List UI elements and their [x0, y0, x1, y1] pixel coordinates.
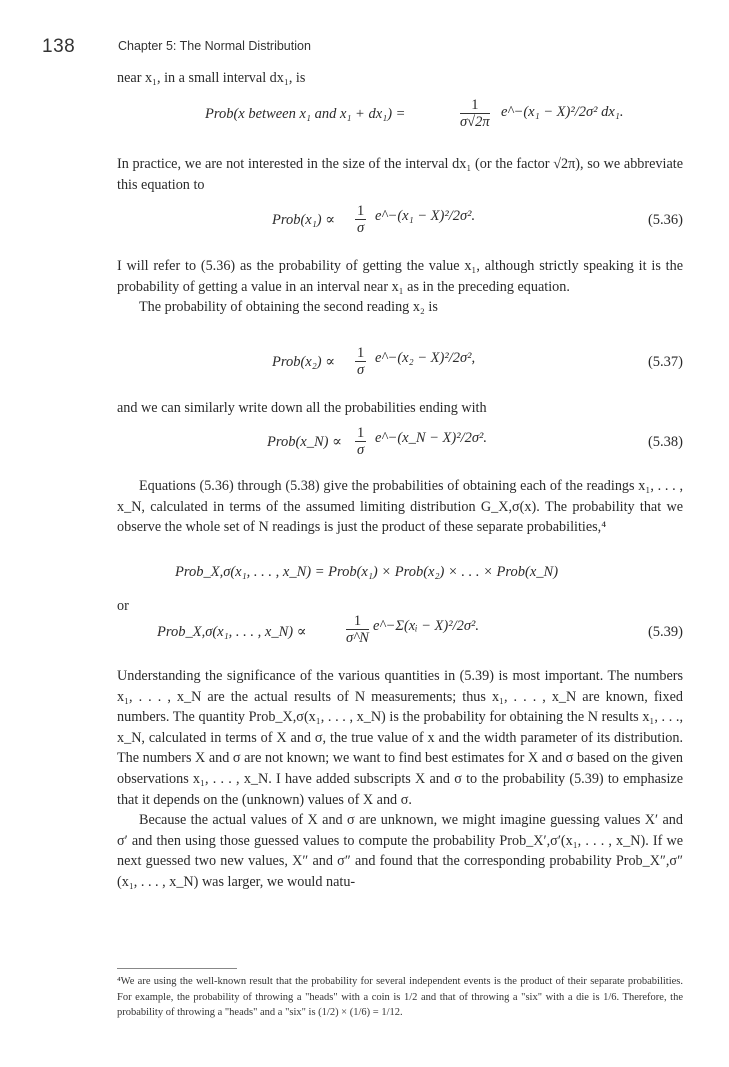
text-block: In practice, we are not interested in the size of the interval dx₁ (or the factor √2π), so we abbreviate this equation to	[117, 156, 683, 193]
equation-5-37	[117, 344, 683, 384]
fraction-numerator: 1	[346, 614, 369, 630]
equation-fraction	[355, 426, 366, 458]
equation-number: (5.37)	[647, 354, 683, 370]
equation-lhs: Prob(x_N) ∝	[267, 434, 342, 450]
equation-5-38	[117, 424, 683, 464]
equation-fraction	[460, 98, 490, 130]
equation-prob-interval	[117, 98, 683, 138]
equation-product	[117, 562, 683, 586]
page-number: 138	[42, 36, 76, 57]
fraction-denominator: σ	[357, 362, 365, 378]
equation-5-36	[117, 202, 683, 242]
equation-fraction	[346, 614, 369, 646]
text-line: near x₁, in a small interval dx₁, is	[117, 70, 306, 86]
paragraph-intro	[117, 68, 683, 89]
footnote: ⁴We are using the well-known result that the probability for several independent events is the product of their separate probabilities. For example, the probability of throwing a "heads" with a coin is 1/2 and that of throwing a "six" with a die is 1/6. Therefore, the probability of throwing a "heads" and a "six" is (1/2) × (1/6) = 1/12.	[117, 976, 683, 1018]
fraction-denominator: σ	[357, 442, 365, 458]
equation-exponential: e^−(x₂ − X)²/2σ²,	[375, 350, 476, 366]
chapter-title: Chapter 5: The Normal Distribution	[118, 39, 311, 53]
text-block: I will refer to (5.36) as the probability of getting the value x₁, although strictly speaking it is the probability of getting a value in an interval near x₁ as in the preceding equation.	[117, 258, 683, 295]
equation-exponential: e^−(x₁ − X)²/2σ².	[375, 208, 476, 224]
paragraph-significance	[117, 666, 683, 893]
equation-number: (5.36)	[647, 212, 683, 228]
paragraph-similarly	[117, 398, 683, 419]
equation-exponential: e^−(x_N − X)²/2σ².	[375, 430, 487, 446]
page-header	[42, 36, 311, 58]
text-block: and we can similarly write down all the probabilities ending with	[117, 400, 487, 416]
text-block: Understanding the significance of the various quantities in (5.39) is most important. The numbers x₁, . . . , x_N are the actual results of N measurements; thus x₁, . . . , x_N are known, fixed numbers. The quantity Prob_X,σ(x₁, . . . , x_N) is the probability for obtaining the N results x₁, . . ., x_N, calculated in terms of X and σ, the true value of x and the width parameter of its distribution. The numbers X and σ are not known; we want to find best estimates for X and σ based on the given observations x₁, . . . , x_N. I have added subscripts X and σ to the probability (5.39) to emphasize that it depends on the (unknown) values of X and σ.	[117, 668, 683, 808]
paragraph-abbreviate	[117, 154, 683, 195]
equation-fraction	[355, 346, 366, 378]
equation-product-text: Prob_X,σ(x₁, . . . , x_N) = Prob(x₁) × Prob(x₂) × . . . × Prob(x_N)	[175, 564, 559, 580]
fraction-denominator: σ^N	[346, 630, 369, 646]
equation-number: (5.38)	[647, 434, 683, 450]
equation-lhs: Prob(x₂) ∝	[272, 354, 336, 370]
fraction-denominator: σ√2π	[460, 114, 490, 130]
fraction-numerator: 1	[357, 425, 365, 441]
fraction-numerator: 1	[357, 345, 365, 361]
fraction-denominator: σ	[357, 220, 365, 236]
equation-number: (5.39)	[647, 624, 683, 640]
text-block: Equations (5.36) through (5.38) give the probabilities of obtaining each of the readings x₁, . . . , x_N, calculated in terms of the assumed limiting distribution G_X,σ(x). The probability that we observe the whole set of N readings is just the product of these separate probabilities,⁴	[117, 478, 683, 536]
equation-5-39	[117, 612, 683, 652]
fraction-numerator: 1	[357, 203, 365, 219]
text-block: Because the actual values of X and σ are unknown, we might imagine guessing values X′ and σ′ and then using those guessed values to compute the probability Prob_X′,σ′(x₁, . . . , x_N). If we next guessed two new values, X″ and σ″ and found that the corresponding probability Prob_X″,σ″(x₁, . . . , x_N) was larger, we would natu-	[117, 812, 683, 890]
fraction-numerator: 1	[460, 98, 490, 114]
paragraph-equations	[117, 476, 683, 538]
footnote-rule	[117, 968, 237, 969]
equation-lhs: Prob(x between x₁ and x₁ + dx₁) =	[205, 106, 406, 122]
equation-fraction	[355, 204, 366, 236]
equation-exponential: e^−Σ(xᵢ − X)²/2σ².	[373, 618, 479, 634]
equation-exponential: e^−(x₁ − X)²/2σ² dx₁.	[501, 104, 624, 120]
paragraph-refer	[117, 256, 683, 318]
equation-lhs: Prob_X,σ(x₁, . . . , x_N) ∝	[157, 624, 307, 640]
equation-lhs: Prob(x₁) ∝	[272, 212, 336, 228]
text-block: The probability of obtaining the second reading x₂ is	[139, 299, 438, 316]
text-line: or	[117, 598, 129, 614]
